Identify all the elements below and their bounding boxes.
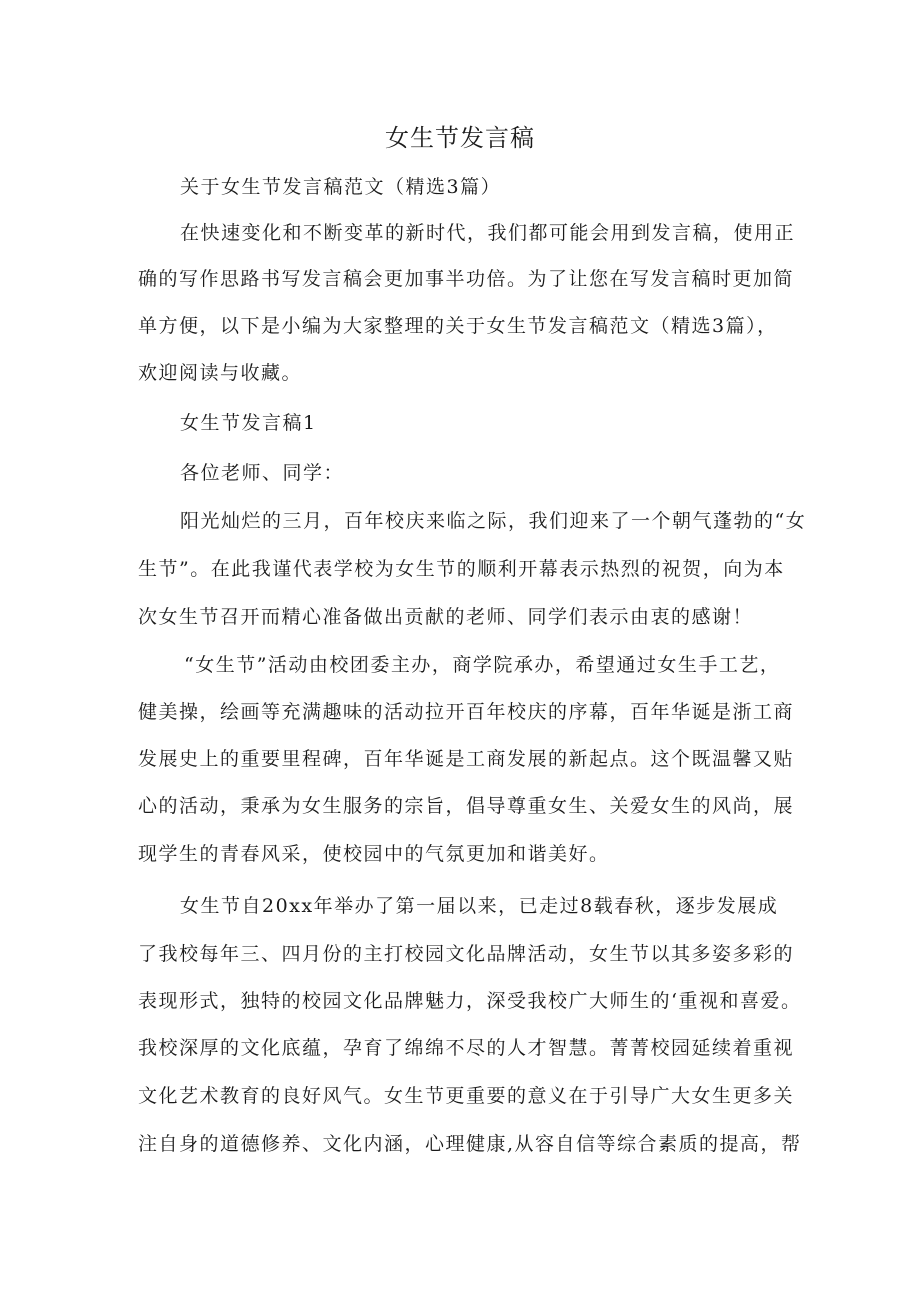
paragraph-line: 文化艺术教育的良好风气。女生节更重要的意义在于引导广大女生更多关 bbox=[138, 1085, 795, 1107]
paragraph-line: 发展史上的重要里程碑，百年华诞是工商发展的新起点。这个既温馨又贴 bbox=[138, 748, 795, 770]
paragraph-line: 了我校每年三、四月份的主打校园文化品牌活动，女生节以其多姿多彩的 bbox=[138, 943, 795, 965]
paragraph-line: 心的活动，秉承为女生服务的宗旨，倡导尊重女生、关爱女生的风尚，展 bbox=[138, 795, 795, 817]
paragraph-line: 现学生的青春风采，使校园中的气氛更加和谐美好。 bbox=[138, 843, 610, 865]
section-heading: 女生节发言稿1 bbox=[180, 412, 317, 434]
document-subtitle: 关于女生节发言稿范文（精选3篇） bbox=[180, 176, 502, 198]
salutation: 各位老师、同学： bbox=[180, 462, 345, 484]
paragraph-line: “女生节”活动由校团委主办，商学院承办，希望通过女生手工艺， bbox=[184, 654, 781, 676]
intro-line: 欢迎阅读与收藏。 bbox=[138, 362, 303, 384]
intro-line: 在快速变化和不断变革的新时代，我们都可能会用到发言稿，使用正 bbox=[180, 222, 796, 244]
paragraph-line: 阳光灿烂的三月，百年校庆来临之际，我们迎来了一个朝气蓬勃的“女 bbox=[180, 510, 807, 532]
paragraph-line: 健美操，绘画等充满趣味的活动拉开百年校庆的序幕，百年华诞是浙工商 bbox=[138, 701, 795, 723]
paragraph-line: 我校深厚的文化底蕴，孕育了绵绵不尽的人才智慧。菁菁校园延续着重视 bbox=[138, 1037, 795, 1059]
paragraph-line: 女生节自20xx年举办了第一届以来，已走过8载春秋，逐步发展成 bbox=[180, 895, 779, 917]
paragraph-line: 注自身的道德修养、文化内涵，心理健康,从容自信等综合素质的提高，帮 bbox=[138, 1133, 802, 1155]
paragraph-line: 次女生节召开而精心准备做出贡献的老师、同学们表示由衷的感谢！ bbox=[138, 606, 754, 628]
intro-line: 确的写作思路书写发言稿会更加事半功倍。为了让您在写发言稿时更加简 bbox=[138, 268, 795, 290]
intro-line: 单方便，以下是小编为大家整理的关于女生节发言稿范文（精选3篇）， bbox=[138, 315, 778, 337]
paragraph-line: 表现形式，独特的校园文化品牌魅力，深受我校广大师生的‘重视和喜爱。 bbox=[138, 990, 802, 1012]
document-title: 女生节发言稿 bbox=[385, 124, 535, 152]
paragraph-line: 生节”。在此我谨代表学校为女生节的顺利开幕表示热烈的祝贺，向为本 bbox=[138, 558, 785, 580]
